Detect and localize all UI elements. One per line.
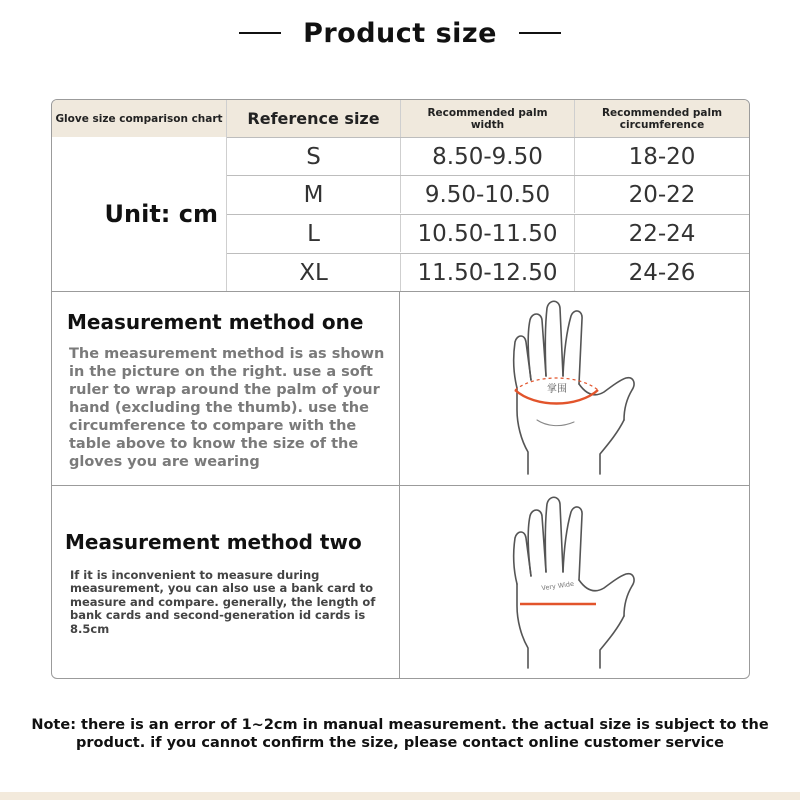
title-right-rule [519, 32, 561, 34]
title-left-rule [239, 32, 281, 34]
page-title: Product size [303, 17, 497, 49]
hand-palm-circumference-icon [400, 292, 749, 484]
size-chart-panel [51, 99, 750, 679]
circumference-cell: 18-20 [628, 143, 696, 170]
table-row [227, 214, 749, 252]
table-row [227, 137, 749, 175]
title-bar [0, 14, 800, 52]
measurement-note: Note: there is an error of 1~2cm in manual measurement. the actual size is subject to the product. if you cannot confirm the size, please contact online customer service [31, 717, 769, 751]
hand-label: Very Wide [540, 579, 575, 593]
width-cell: 10.50-11.50 [401, 215, 575, 252]
width-cell: 11.50-12.50 [401, 254, 575, 291]
method-one-text-block [52, 292, 400, 485]
method-one-title: Measurement method one [67, 310, 364, 334]
method-one-section [52, 291, 749, 485]
method-one-description: The measurement method is as shown in the picture on the right. use a soft ruler to wrap around the palm of your hand (excluding the thumb). use the circumference to compare with the table above to know the size of the gloves you are wearing [69, 346, 385, 470]
bottom-strip [0, 792, 800, 800]
circumference-cell: 20-22 [628, 181, 696, 208]
table-header-row [52, 100, 749, 137]
size-cell: XL [227, 254, 401, 291]
table-row [227, 253, 749, 291]
width-cell: 9.50-10.50 [401, 176, 575, 213]
circumference-cell: 22-24 [628, 220, 696, 247]
size-cell: L [227, 215, 401, 252]
size-cell: M [227, 176, 401, 213]
hand-bank-card-icon [400, 486, 749, 678]
header-chart-title: Glove size comparison chart [52, 100, 227, 137]
size-cell: S [227, 138, 401, 175]
method-two-description: If it is inconvenient to measure during measurement, you can also use a bank card to measure and compare. generally, the length of bank cards and second-generation id cards is 8.5cm [70, 568, 376, 636]
method-two-illustration [400, 486, 749, 678]
method-two-section [52, 485, 749, 678]
method-two-title: Measurement method two [65, 530, 362, 554]
header-palm-width: Recommended palm width [401, 100, 575, 137]
width-cell: 8.50-9.50 [401, 138, 575, 175]
method-two-text-block [52, 486, 400, 678]
hand-label: 掌围 [547, 384, 567, 395]
header-palm-circumference: Recommended palm circumference [601, 106, 723, 131]
table-row [227, 175, 749, 213]
circumference-cell: 24-26 [628, 259, 696, 286]
header-reference-size: Reference size [227, 100, 401, 137]
method-one-illustration [400, 292, 749, 485]
unit-label: Unit: cm [52, 137, 227, 291]
